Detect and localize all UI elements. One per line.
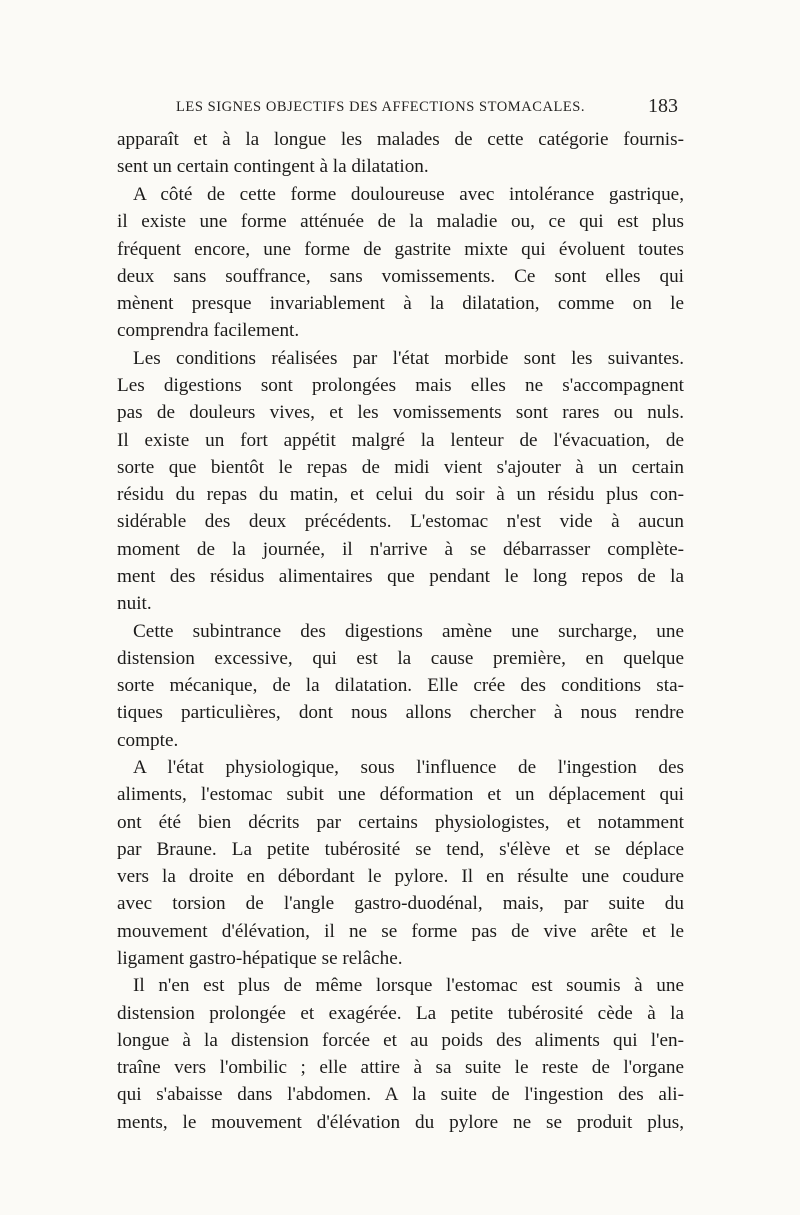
text-line: aliments, l'estomac subit une déformation et un déplacement qui bbox=[117, 784, 684, 805]
text-line: qui s'abaisse dans l'abdomen. A la suite de l'ingestion des ali- bbox=[117, 1084, 684, 1105]
text-line: nuit. bbox=[117, 593, 152, 614]
text-line: sorte mécanique, de la dilatation. Elle crée des conditions sta- bbox=[117, 675, 684, 696]
text-line: Les digestions sont prolongées mais elles ne s'accompagnent bbox=[117, 375, 684, 396]
text-line: résidu du repas du matin, et celui du soir à un résidu plus con- bbox=[117, 484, 684, 505]
text-line: il existe une forme atténuée de la maladie ou, ce qui est plus bbox=[117, 211, 684, 232]
paragraph-first-line: A l'état physiologique, sous l'influence de l'ingestion des bbox=[133, 757, 684, 778]
paragraph-first-line: Il n'en est plus de même lorsque l'estomac est soumis à une bbox=[133, 975, 684, 996]
text-line: deux sans souffrance, sans vomissements. Ce sont elles qui bbox=[117, 266, 684, 287]
text-line: compte. bbox=[117, 730, 179, 751]
paragraph-first-line: A côté de cette forme douloureuse avec intolérance gastrique, bbox=[133, 184, 684, 205]
text-line: mouvement d'élévation, il ne se forme pas de vive arête et le bbox=[117, 921, 684, 942]
text-line: sent un certain contingent à la dilatation. bbox=[117, 156, 429, 177]
text-line: ments, le mouvement d'élévation du pylore ne se produit plus, bbox=[117, 1112, 684, 1133]
text-line: longue à la distension forcée et au poids des aliments qui l'en- bbox=[117, 1030, 684, 1051]
page-number: 183 bbox=[648, 95, 678, 117]
paragraph-first-line: Les conditions réalisées par l'état morbide sont les suivantes. bbox=[133, 348, 684, 369]
text-line: ont été bien décrits par certains physiologistes, et notamment bbox=[117, 812, 684, 833]
text-line: tiques particulières, dont nous allons chercher à nous rendre bbox=[117, 702, 684, 723]
text-line: par Braune. La petite tubérosité se tend, s'élève et se déplace bbox=[117, 839, 684, 860]
text-line: avec torsion de l'angle gastro-duodénal, mais, par suite du bbox=[117, 893, 684, 914]
text-line: distension excessive, qui est la cause première, en quelque bbox=[117, 648, 684, 669]
text-line: sorte que bientôt le repas de midi vient s'ajouter à un certain bbox=[117, 457, 684, 478]
text-line: ment des résidus alimentaires que pendant le long repos de la bbox=[117, 566, 684, 587]
text-line: distension prolongée et exagérée. La petite tubérosité cède à la bbox=[117, 1003, 684, 1024]
text-line: Il existe un fort appétit malgré la lenteur de l'évacuation, de bbox=[117, 430, 684, 451]
text-line: fréquent encore, une forme de gastrite mixte qui évoluent toutes bbox=[117, 239, 684, 260]
text-line: apparaît et à la longue les malades de cette catégorie fournis- bbox=[117, 129, 684, 150]
text-line: sidérable des deux précédents. L'estomac n'est vide à aucun bbox=[117, 511, 684, 532]
text-line: comprendra facilement. bbox=[117, 320, 300, 341]
text-line: ligament gastro-hépatique se relâche. bbox=[117, 948, 403, 969]
text-line: pas de douleurs vives, et les vomissements sont rares ou nuls. bbox=[117, 402, 684, 423]
paragraph-first-line: Cette subintrance des digestions amène une surcharge, une bbox=[133, 621, 684, 642]
text-line: mènent presque invariablement à la dilatation, comme on le bbox=[117, 293, 684, 314]
running-title: LES SIGNES OBJECTIFS DES AFFECTIONS STOMACALES. bbox=[176, 99, 586, 115]
text-line: vers la droite en débordant le pylore. Il en résulte une coudure bbox=[117, 866, 684, 887]
text-line: traîne vers l'ombilic ; elle attire à sa suite le reste de l'organe bbox=[117, 1057, 684, 1078]
text-line: moment de la journée, il n'arrive à se débarrasser complète- bbox=[117, 539, 684, 560]
